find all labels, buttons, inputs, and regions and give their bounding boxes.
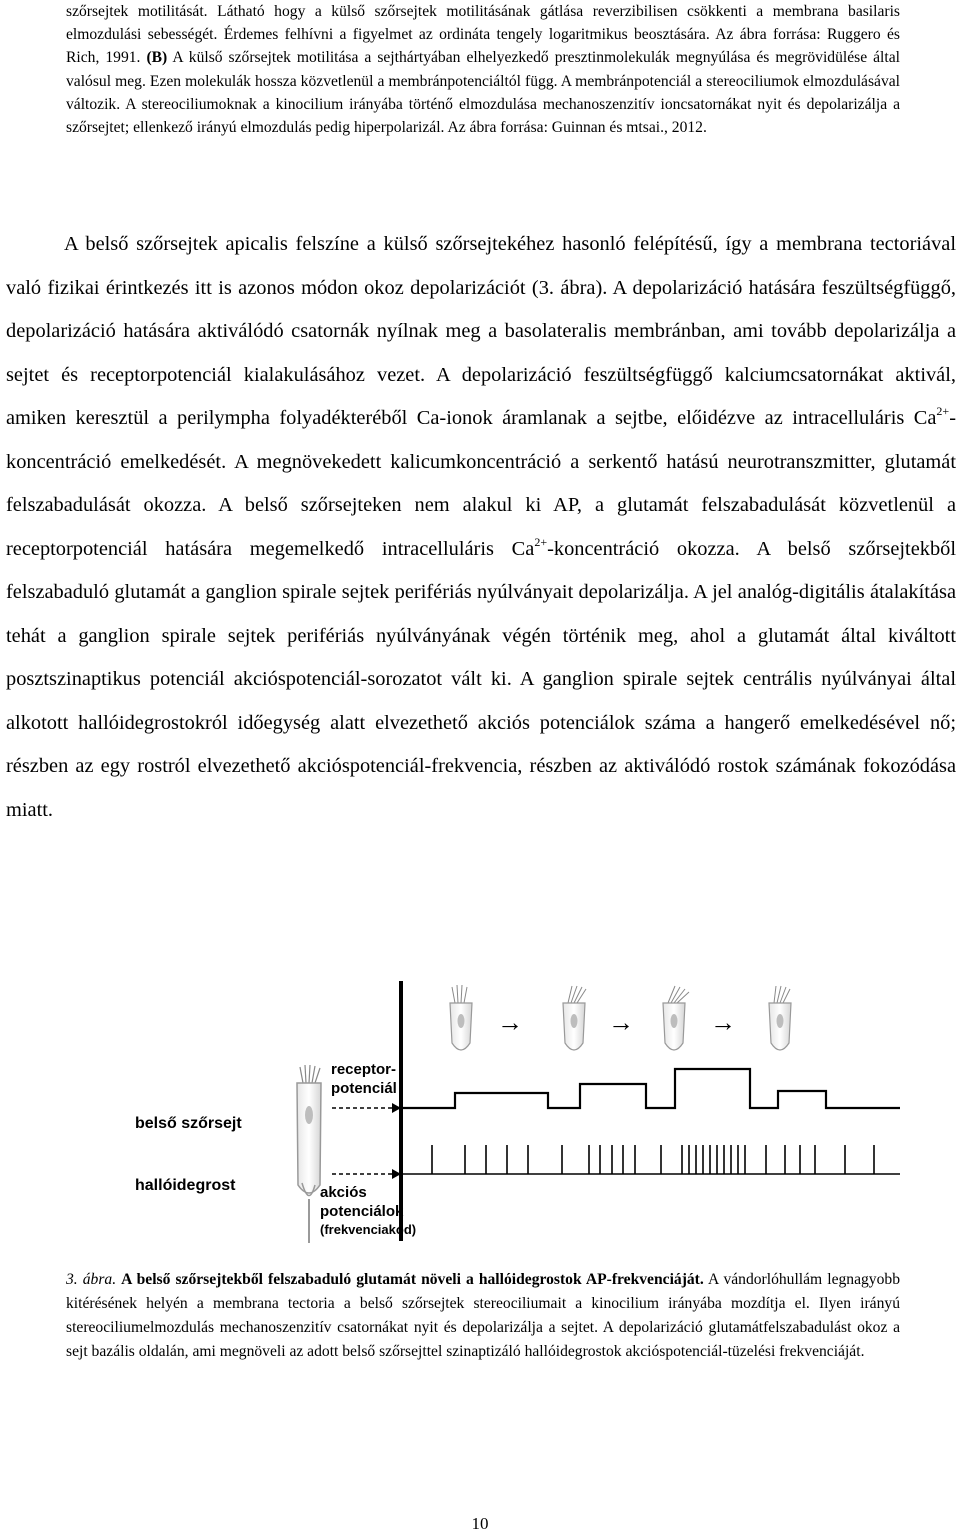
arrow-icon: → (710, 1007, 736, 1037)
figure-number: 3. ábra. (66, 1271, 117, 1288)
hair-cell-icon-1 (450, 985, 472, 1050)
action-potentials-label-2: potenciálok (320, 1203, 404, 1220)
body-text-part-3: -koncentráció okozza. A belső szőrsejtekből felszabaduló glutamát a ganglion spirale sejtek perifériás nyúlványait depolarizálja. A jel analóg-digitális átalakítása tehát a ganglion spirale sejtek perifériás nyúlványának végén történik meg, ahol a glutamát által kiváltott posztszinaptikus potenciál akcióspotenciál-sorozatot vált ki. A ganglion spirale sejtek centrális nyúlványai által alkotott hallóidegrostokról időegység alatt elvezethető akciós potenciálok száma a hangerő emelkedésével nő; részben az egy rostról elvezethető akcióspotenciál-frekvencia, részben az aktiválódó rostok számának fokozódása miatt. (6, 537, 956, 821)
receptor-dashed-arrow (332, 1103, 401, 1113)
inner-hair-cell-label: belső szőrsejt (135, 1115, 242, 1132)
body-text-part-2: -koncentráció emelkedését. A megnövekedett kalicumkoncentráció a serkentő hatású neurotranszmitter, glutamát felszabadulását okozza. A belső szőrsejteken nem alakul ki AP, a glutamát felszabadulását közvetlenül a receptorpotenciál hatására megemelkedő intracelluláris Ca (6, 407, 956, 560)
figure-3-diagram (100, 975, 900, 1245)
inner-hair-cell-icon (297, 1065, 321, 1243)
action-potentials-label: akciós (320, 1184, 367, 1201)
arrow-icon: → (608, 1007, 634, 1037)
action-potential-dashed-arrow (332, 1169, 401, 1179)
figure-3-caption (66, 1268, 900, 1364)
caption-label-b: (B) (146, 49, 168, 67)
hair-cell-icon-4 (769, 986, 791, 1050)
body-paragraph (6, 223, 956, 832)
receptor-potential-trace (401, 1069, 900, 1108)
page-number: 10 (471, 1514, 489, 1533)
frequency-code-label: (frekvenciakód) (320, 1222, 417, 1237)
figure-caption-title: A belső szőrsejtekből felszabaduló glutamát növeli a hallóidegrostok AP-frekvenciáját. (121, 1271, 704, 1288)
action-potential-trace (401, 1145, 900, 1174)
receptor-potential-label: receptor- (331, 1061, 397, 1078)
receptor-potential-label-2: potenciál (331, 1080, 397, 1097)
arrow-icon: → (497, 1007, 523, 1037)
caption-text-a: szőrsejtek motilitását. Látható hogy a külső szőrsejtek motilitásának gátlása reverzibilisen csökkenti a membrana basilaris elmozdulási sebességét. Érdemes felhívni a figyelmet az ordináta tengely logaritmikus beosztására. Az ábra forrása: Ruggero és Rich, 1991. (66, 3, 900, 67)
superscript-charge-2: 2+ (534, 534, 548, 549)
superscript-charge-1: 2+ (936, 404, 950, 418)
auditory-nerve-fiber-label: hallóidegrost (135, 1177, 236, 1194)
hair-cell-icon-3 (663, 986, 689, 1050)
caption-text-b: A külső szőrsejtek motilitása a sejthártyában elhelyezkedő presztinmolekulák megnyúlása és megrövidülése által valósul meg. Ezen molekulák hossza közvetlenül a membránpotenciáltól függ. A membránpotenciál a stereociliumok elmozdulásával változik. A stereociliumoknak a kinocilium irányába történő elmozdulása mechanoszenzitív ioncsatornákat nyit és depolarizálja a szőrsejtet; ellenkező irányú elmozdulás pedig hiperpolarizál. Az ábra forrása: Guinnan és mtsai., 2012. (66, 49, 900, 137)
body-text-part-1: A belső szőrsejtek apicalis felszíne a külső szőrsejtekéhez hasonló felépítésű, így a membrana tectoriával való fizikai érintkezés itt is azonos módon okoz depolarizációt (3. ábra). A depolarizáció hatására feszültségfüggő, depolarizáció hatására aktiválódó csatornák nyílnak meg a basolateralis membránban, ami tovább depolarizálja a sejtet és receptorpotenciál kialakulásához vezet. A depolarizáció feszültségfüggő kalciumcsatornákat aktivál, amiken keresztül a perilympha folyadékteréből Ca-ionok áramlanak a sejtbe, előidézve az intracelluláris Ca (6, 233, 956, 429)
hair-cell-icon-2 (563, 986, 586, 1050)
previous-figure-caption (66, 0, 900, 139)
figure-caption-text: A vándorlóhullám legnagyobb kitérésének helyén a membrana tectoria a belső szőrsejtek stereociliumait a kinocilium irányába mozdítja el. Ilyen irányú stereociliumelmozdulás mechanoszenzitív csatornákat nyit és depolarizálja a sejtet. A depolarizáció glutamátfelszabadulást okoz a sejt bazális oldalán, ami megnöveli az adott belső szőrsejttel szinaptizáló hallóidegrostok akcióspotenciál-tüzelési frekvenciáját. (66, 1271, 900, 1360)
